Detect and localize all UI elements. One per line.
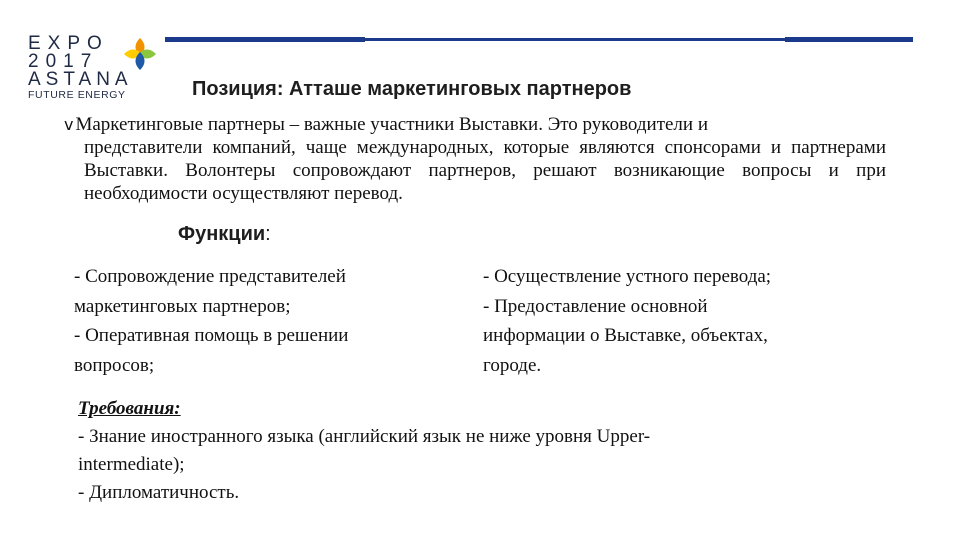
requirements-line: - Знание иностранного языка (английский язык не ниже уровня Upper-: [78, 426, 651, 447]
list-item: - Осуществление устного перевода;: [483, 266, 772, 287]
requirements-line: intermediate);: [78, 454, 185, 475]
functions-title: [178, 223, 271, 246]
expo-logo: [28, 34, 158, 104]
header-rule: [165, 37, 913, 42]
expo-flower-icon: [120, 34, 160, 74]
list-item: городе.: [483, 354, 542, 376]
logo-city-text: ASTANA: [28, 69, 133, 90]
list-item: - Предоставление основной: [483, 295, 708, 317]
list-item: - Оперативная помощь в решении: [74, 325, 349, 346]
intro-rest: представители компаний, чаще международных, которые являются спонсорами и партнерами Выставки. Волонтеры сопровождают партнеров, решают возникающие вопросы и при необходимости осуществляют перевод.: [84, 137, 886, 204]
functions-left-list: [74, 262, 444, 380]
requirements-block: [78, 395, 838, 507]
intro-first-line: Маркетинговые партнеры – важные участники Выставки. Это руководители и: [75, 114, 708, 135]
functions-title-colon: :: [265, 223, 271, 245]
intro-paragraph: [64, 113, 886, 205]
list-item: вопросов;: [74, 354, 155, 376]
title-text: : Атташе маркетинговых партнеров: [276, 78, 632, 100]
page-title: [192, 78, 631, 101]
list-item: информации о Выставке, объектах,: [483, 325, 768, 346]
requirements-title: Требования:: [78, 398, 181, 419]
requirements-line: - Дипломатичность.: [78, 482, 240, 503]
title-label: Позиция: [192, 78, 277, 100]
list-item: - Сопровождение представителей: [74, 266, 346, 287]
functions-title-text: Функции: [178, 223, 266, 245]
logo-slogan-text: FUTURE ENERGY: [28, 89, 126, 101]
logo-year-text: 2017: [28, 51, 99, 72]
diamond-bullet-icon: v: [64, 115, 74, 134]
list-item: маркетинговых партнеров;: [74, 295, 291, 317]
logo-expo-text: EXPO: [28, 33, 109, 54]
functions-right-list: [483, 262, 883, 380]
